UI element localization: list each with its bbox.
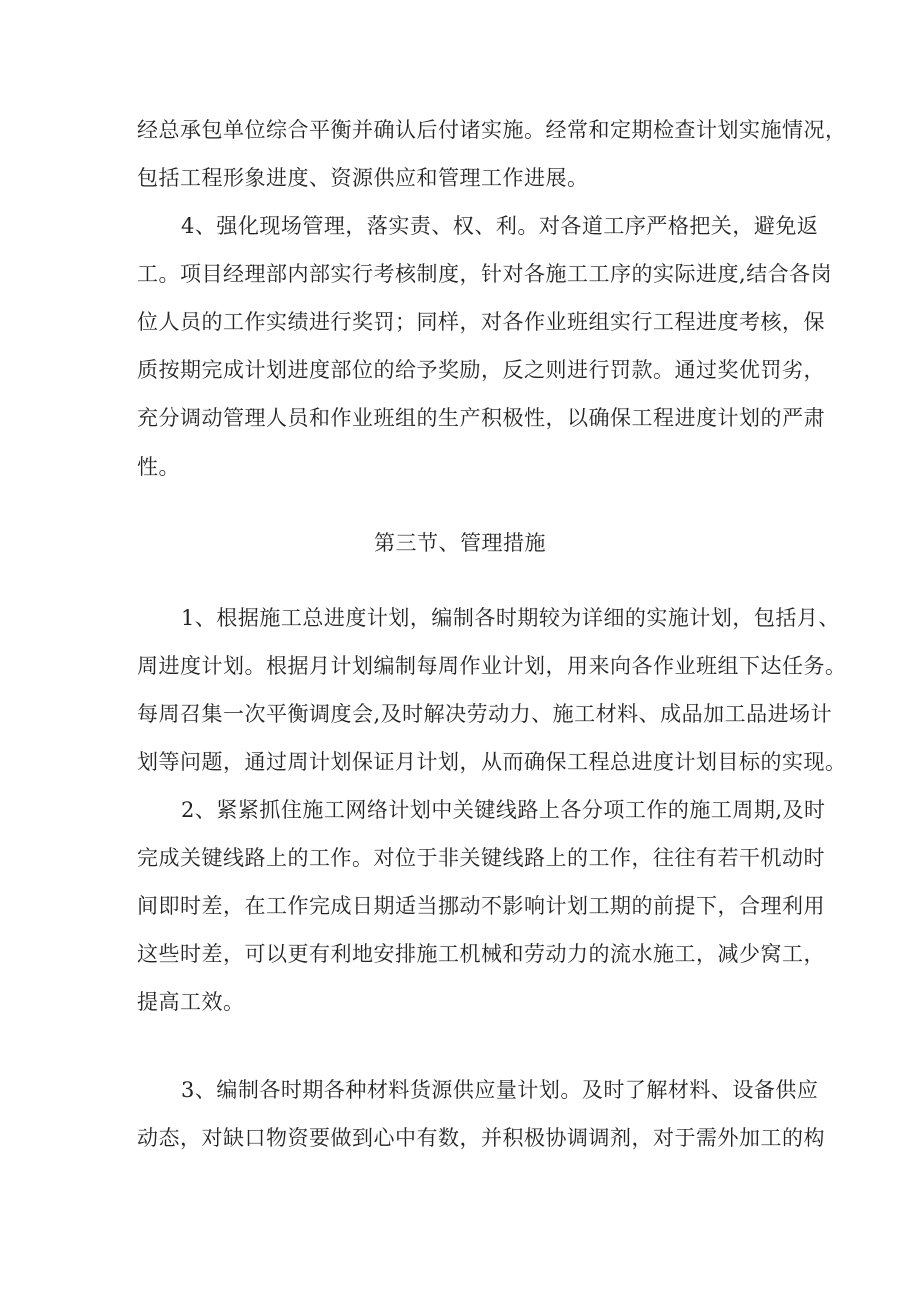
text-line: 包括工程形象进度、资源供应和管理工作进展。 (137, 166, 589, 190)
text-line: 工。项目经理部内部实行考核制度，针对各施工工序的实际进度,结合各岗 (137, 262, 833, 286)
text-line: 4、强化现场管理，落实责、权、利。对各道工序严格把关，避免返 (181, 214, 819, 238)
text-line: 提高工效。 (137, 990, 245, 1014)
text-line: 间即时差，在工作完成日期适当挪动不影响计划工期的前提下，合理利用 (137, 894, 825, 918)
text-line: 这些时差，可以更有利地安排施工机械和劳动力的流水施工，减少窝工， (137, 942, 825, 966)
text-line: 周进度计划。根据月计划编制每周作业计划，用来向各作业班组下达任务。 (137, 654, 847, 678)
text-line: 经总承包单位综合平衡并确认后付诸实施。经常和定期检查计划实施情况， (137, 118, 847, 142)
text-line: 位人员的工作实绩进行奖罚；同样，对各作业班组实行工程进度考核，保 (137, 310, 825, 334)
text-line: 质按期完成计划进度部位的给予奖励，反之则进行罚款。通过奖优罚劣， (137, 358, 825, 382)
text-line: 性。 (137, 455, 180, 479)
text-line: 充分调动管理人员和作业班组的生产积极性，以确保工程进度计划的严肃 (137, 406, 825, 430)
text-line: 2、紧紧抓住施工网络计划中关键线路上各分项工作的施工周期,及时 (181, 798, 826, 822)
text-line: 1、根据施工总进度计划，编制各时期较为详细的实施计划，包括月、 (181, 606, 840, 630)
text-line: 划等问题，通过周计划保证月计划，从而确保工程总进度计划目标的实现。 (137, 750, 847, 774)
text-line: 每周召集一次平衡调度会,及时解决劳动力、施工材料、成品加工品进场计 (137, 702, 833, 726)
text-line: 完成关键线路上的工作。对位于非关键线路上的工作，往往有若干机动时 (137, 846, 825, 870)
text-line: 动态，对缺口物资要做到心中有数，并积极协调调剂，对于需外加工的构 (137, 1126, 825, 1150)
text-line: 3、编制各时期各种材料货源供应量计划。及时了解材料、设备供应 (181, 1078, 819, 1102)
section-heading: 第三节、管理措施 (374, 531, 546, 555)
